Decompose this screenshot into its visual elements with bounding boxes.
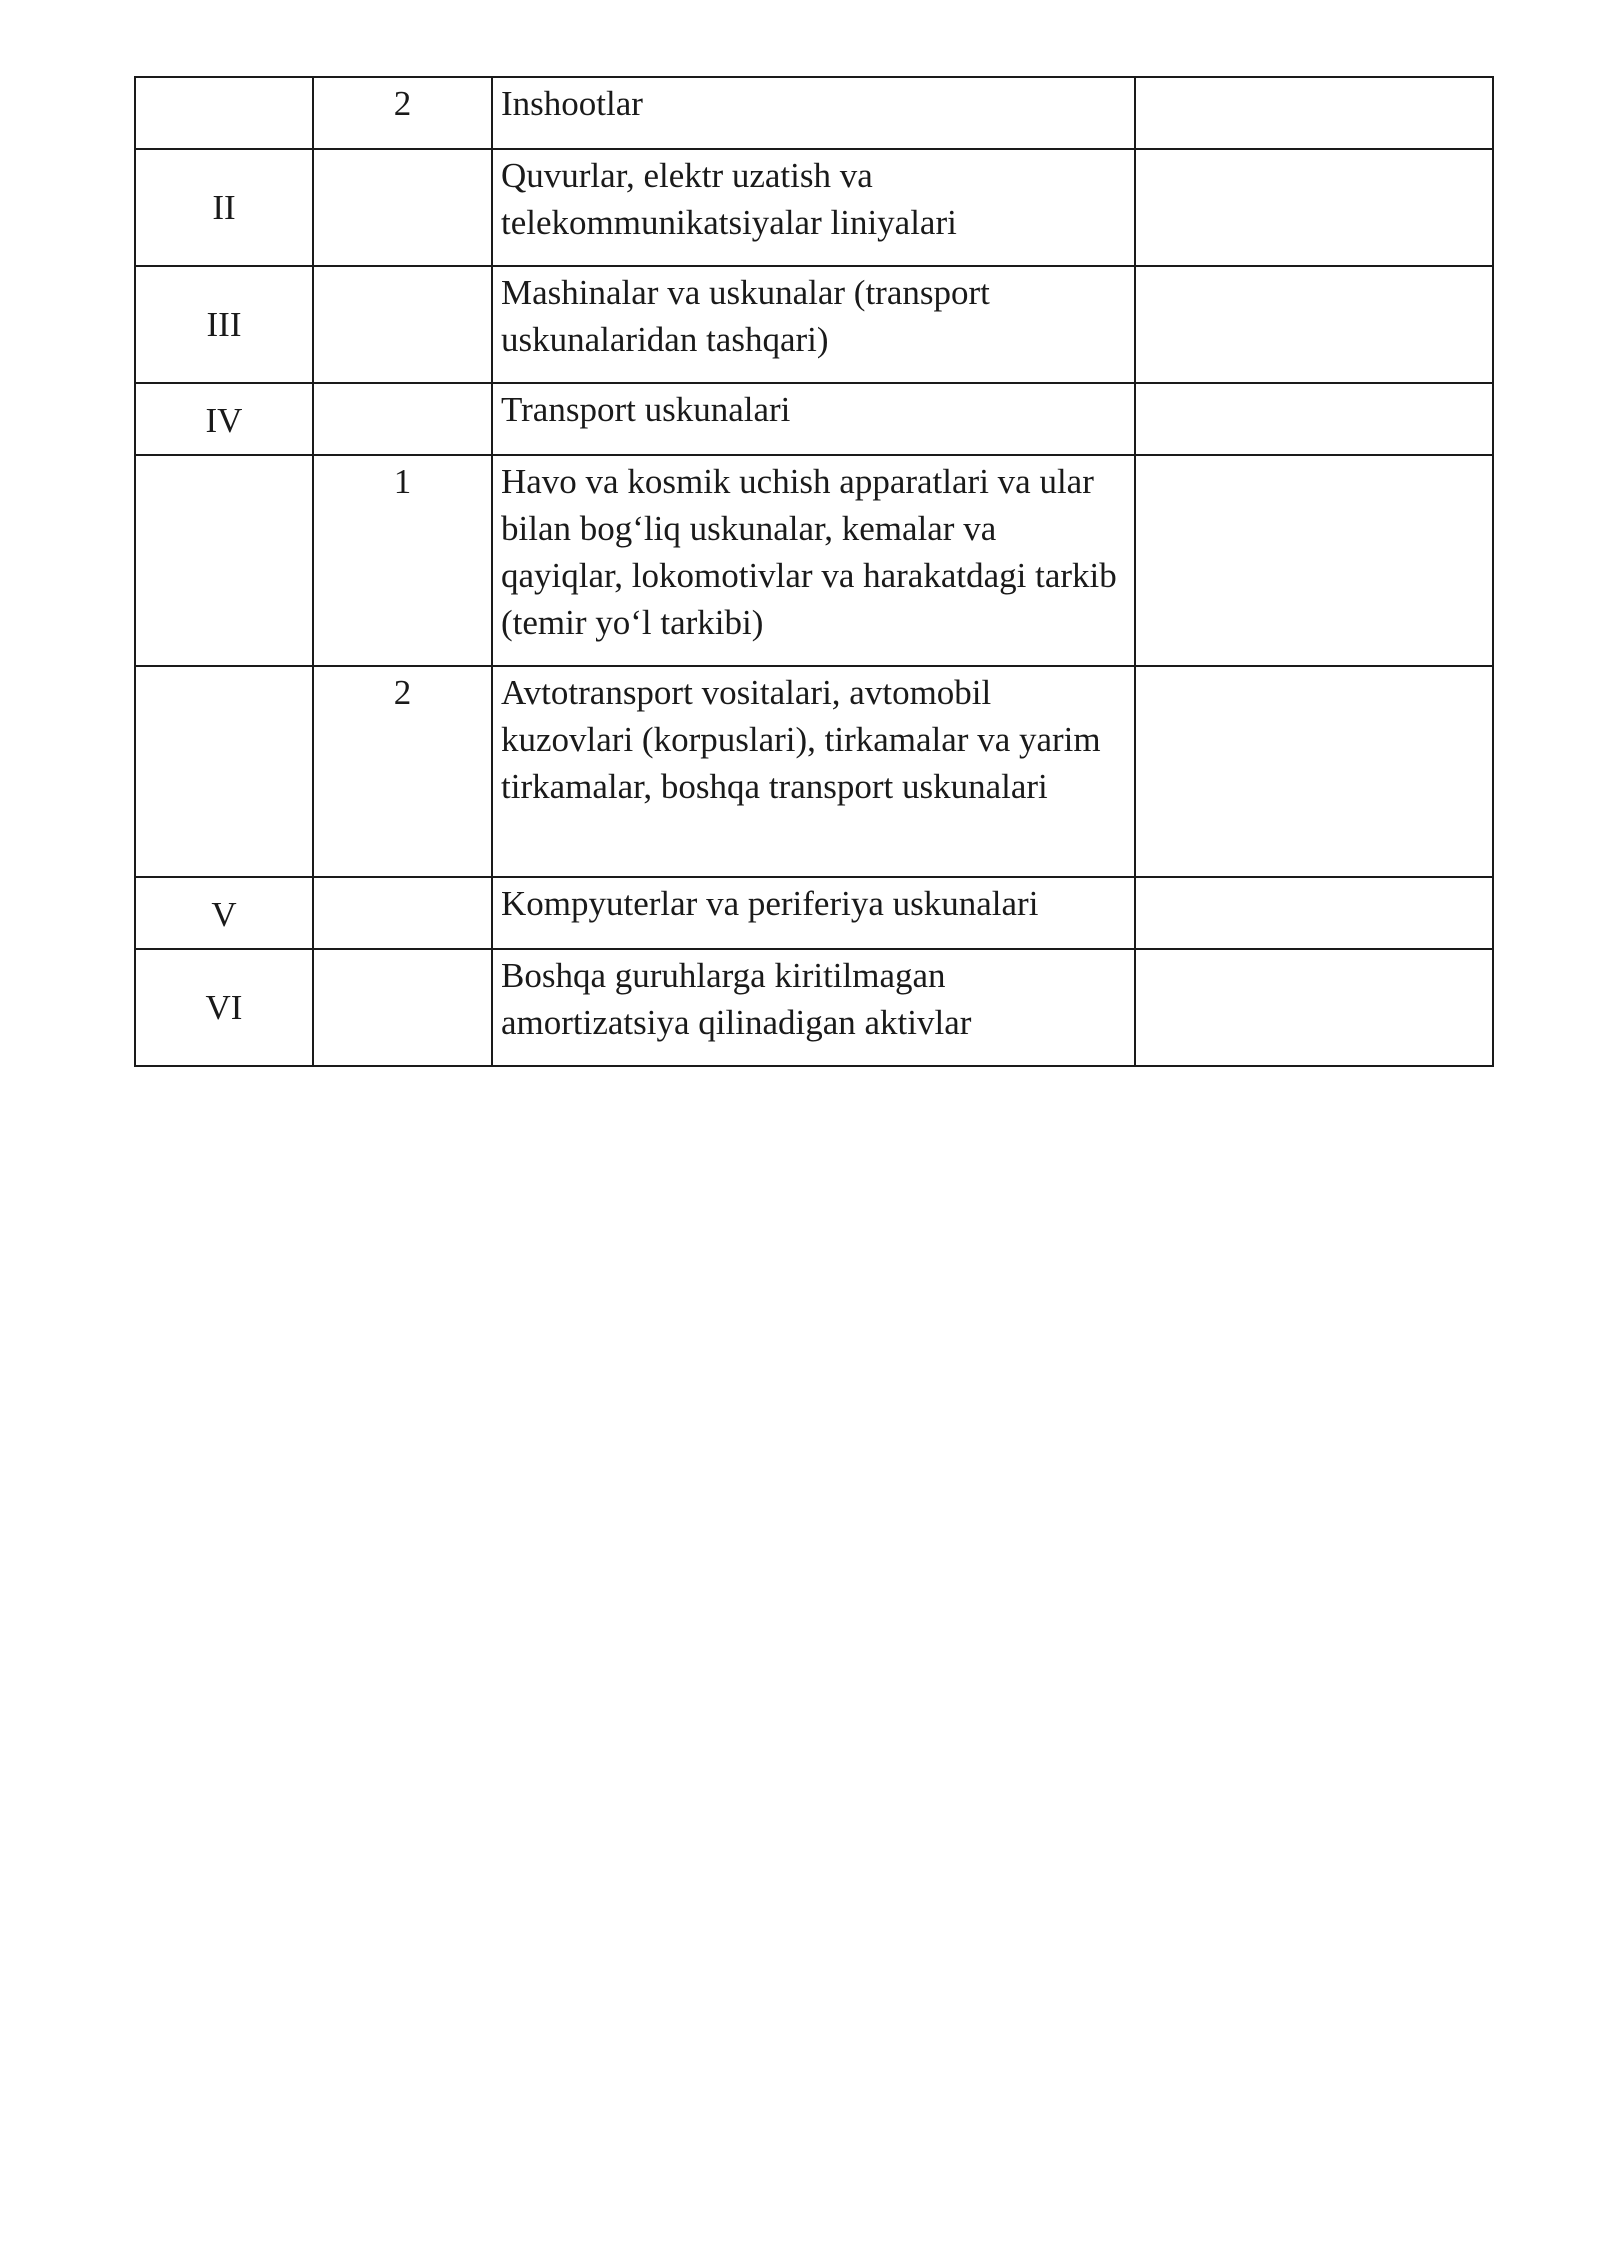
asset-name-text: Boshqa guruhlarga kiritilmagan amortizatsiya qilinadigan aktivlar — [501, 956, 972, 1042]
asset-name-cell — [492, 77, 1135, 149]
group-number-cell: IV — [135, 383, 313, 455]
asset-name-text: Quvurlar, elektr uzatish va telekommunikatsiyalar liniyalari — [501, 156, 957, 242]
value-cell — [1135, 266, 1493, 383]
value-cell — [1135, 383, 1493, 455]
group-number-cell: III — [135, 266, 313, 383]
table-row — [135, 77, 1493, 149]
asset-name-text: Kompyuterlar va periferiya uskunalari — [501, 884, 1039, 923]
asset-name-cell — [492, 949, 1135, 1066]
value-cell — [1135, 455, 1493, 666]
asset-name-text: Havo va kosmik uchish apparatlari va ular bilan bog‘liq uskunalar, kemalar va qayiqlar, lokomotivlar va harakatdagi tarkib (temir yo‘l tarkibi) — [501, 462, 1117, 642]
subgroup-number-cell — [313, 383, 492, 455]
value-cell — [1135, 149, 1493, 266]
value-cell — [1135, 877, 1493, 949]
group-number-cell — [135, 77, 313, 149]
table-row — [135, 266, 1493, 383]
table-row — [135, 666, 1493, 877]
table-row — [135, 149, 1493, 266]
asset-groups-table — [134, 76, 1494, 1067]
group-number-cell — [135, 455, 313, 666]
asset-name-text: Avtotransport vositalari, avtomobil kuzovlari (korpuslari), tirkamalar va yarim tirkamalar, boshqa transport uskunalari — [501, 673, 1101, 806]
subgroup-number-cell: 1 — [313, 455, 492, 666]
table-row — [135, 455, 1493, 666]
table-row — [135, 383, 1493, 455]
value-cell — [1135, 666, 1493, 877]
asset-name-cell — [492, 877, 1135, 949]
asset-name-text: Mashinalar va uskunalar (transport uskunalaridan tashqari) — [501, 273, 990, 359]
subgroup-number-cell: 2 — [313, 77, 492, 149]
asset-name-cell — [492, 455, 1135, 666]
subgroup-number-cell — [313, 877, 492, 949]
asset-name-cell — [492, 383, 1135, 455]
subgroup-number-cell — [313, 949, 492, 1066]
table-row — [135, 877, 1493, 949]
value-cell — [1135, 949, 1493, 1066]
asset-name-text: Inshootlar — [501, 84, 643, 123]
subgroup-number-cell: 2 — [313, 666, 492, 877]
table-row — [135, 949, 1493, 1066]
asset-name-cell — [492, 149, 1135, 266]
group-number-cell — [135, 666, 313, 877]
asset-name-text: Transport uskunalari — [501, 390, 791, 429]
group-number-cell: VI — [135, 949, 313, 1066]
subgroup-number-cell — [313, 149, 492, 266]
asset-name-cell — [492, 666, 1135, 877]
group-number-cell: V — [135, 877, 313, 949]
value-cell — [1135, 77, 1493, 149]
group-number-cell: II — [135, 149, 313, 266]
subgroup-number-cell — [313, 266, 492, 383]
asset-name-cell — [492, 266, 1135, 383]
